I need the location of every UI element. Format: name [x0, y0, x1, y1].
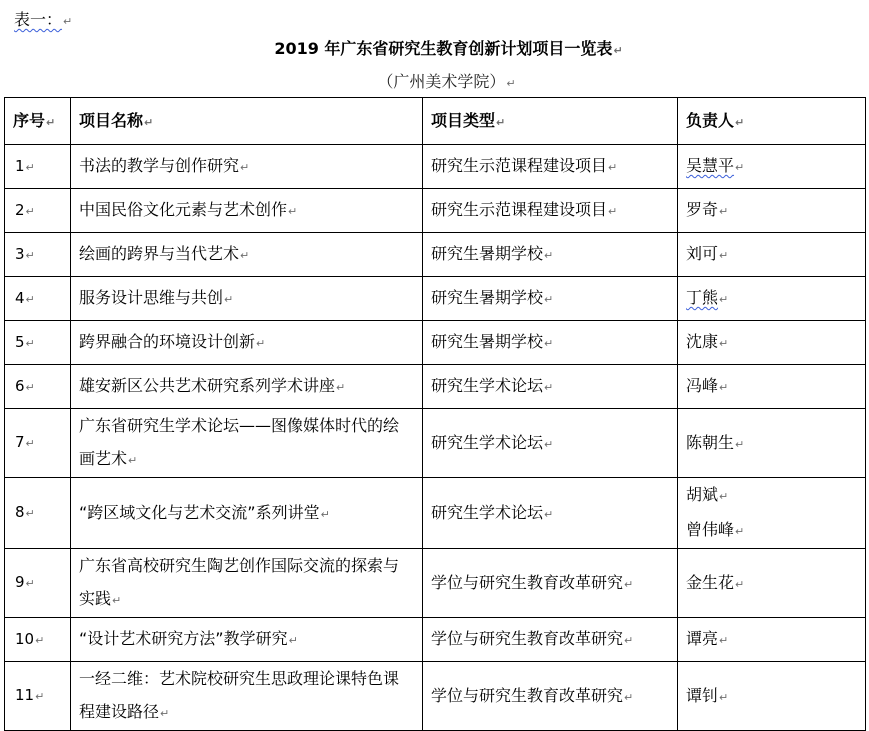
- cell-type: 研究生学术论坛↵: [423, 409, 678, 478]
- cell-leader: 罗奇↵: [678, 189, 866, 233]
- cell-type: 学位与研究生教育改革研究↵: [423, 662, 678, 731]
- table-row: [5, 549, 866, 618]
- cell-no: 3↵: [5, 233, 71, 277]
- cell-name: 绘画的跨界与当代艺术↵: [71, 233, 423, 277]
- cell-no: 1↵: [5, 145, 71, 189]
- cell-no: 11↵: [5, 662, 71, 731]
- cell-type: 研究生暑期学校↵: [423, 233, 678, 277]
- cell-type: 研究生学术论坛↵: [423, 478, 678, 549]
- table-row: [5, 189, 866, 233]
- header-type: 项目类型↵: [423, 98, 678, 145]
- table-row: [5, 618, 866, 662]
- table-row: [5, 409, 866, 478]
- table-row: [5, 233, 866, 277]
- cell-no: 8↵: [5, 478, 71, 549]
- cell-name: 雄安新区公共艺术研究系列学术讲座↵: [71, 365, 423, 409]
- cell-leader: 丁熊↵: [678, 277, 866, 321]
- cell-type: 研究生示范课程建设项目↵: [423, 189, 678, 233]
- cell-type: 研究生学术论坛↵: [423, 365, 678, 409]
- cell-name: “设计艺术研究方法”教学研究↵: [71, 618, 423, 662]
- cell-type: 研究生示范课程建设项目↵: [423, 145, 678, 189]
- table-row: [5, 277, 866, 321]
- header-name: 项目名称↵: [71, 98, 423, 145]
- cell-leader: 胡斌↵ 曾伟峰↵: [678, 478, 866, 549]
- cell-no: 7↵: [5, 409, 71, 478]
- cell-name: 服务设计思维与共创↵: [71, 277, 423, 321]
- cell-type: 学位与研究生教育改革研究↵: [423, 549, 678, 618]
- table-label: 表一：↵: [14, 10, 73, 29]
- table-row: [5, 145, 866, 189]
- cell-leader: 沈康↵: [678, 321, 866, 365]
- cell-type: 研究生暑期学校↵: [423, 321, 678, 365]
- cell-type: 学位与研究生教育改革研究↵: [423, 618, 678, 662]
- table-row: [5, 321, 866, 365]
- cell-name: 跨界融合的环境设计创新↵: [71, 321, 423, 365]
- cell-name: 广东省高校研究生陶艺创作国际交流的探索与实践↵: [71, 549, 423, 618]
- cell-name: “跨区域文化与艺术交流”系列讲堂↵: [71, 478, 423, 549]
- cell-leader: 谭亮↵: [678, 618, 866, 662]
- cell-leader: 谭钊↵: [678, 662, 866, 731]
- cell-leader: 刘可↵: [678, 233, 866, 277]
- document-title: 2019 年广东省研究生教育创新计划项目一览表↵: [274, 39, 623, 58]
- cell-no: 2↵: [5, 189, 71, 233]
- cell-name: 书法的教学与创作研究↵: [71, 145, 423, 189]
- document-subtitle: （广州美术学院）↵: [377, 72, 516, 91]
- table-row: [5, 365, 866, 409]
- cell-no: 5↵: [5, 321, 71, 365]
- cell-name: 中国民俗文化元素与艺术创作↵: [71, 189, 423, 233]
- cell-no: 10↵: [5, 618, 71, 662]
- cell-type: 研究生暑期学校↵: [423, 277, 678, 321]
- cell-no: 9↵: [5, 549, 71, 618]
- cell-leader: 吴慧平↵: [678, 145, 866, 189]
- cell-name: 广东省研究生学术论坛——图像媒体时代的绘画艺术↵: [71, 409, 423, 478]
- table-header-row: [5, 98, 866, 145]
- header-no: 序号↵: [5, 98, 71, 145]
- project-table: [4, 97, 866, 731]
- header-leader: 负责人↵: [678, 98, 866, 145]
- table-row: [5, 478, 866, 549]
- table-row: [5, 662, 866, 731]
- cell-leader: 陈朝生↵: [678, 409, 866, 478]
- cell-leader: 冯峰↵: [678, 365, 866, 409]
- cell-no: 6↵: [5, 365, 71, 409]
- cell-no: 4↵: [5, 277, 71, 321]
- cell-leader: 金生花↵: [678, 549, 866, 618]
- cell-name: 一经二维：艺术院校研究生思政理论课特色课程建设路径↵: [71, 662, 423, 731]
